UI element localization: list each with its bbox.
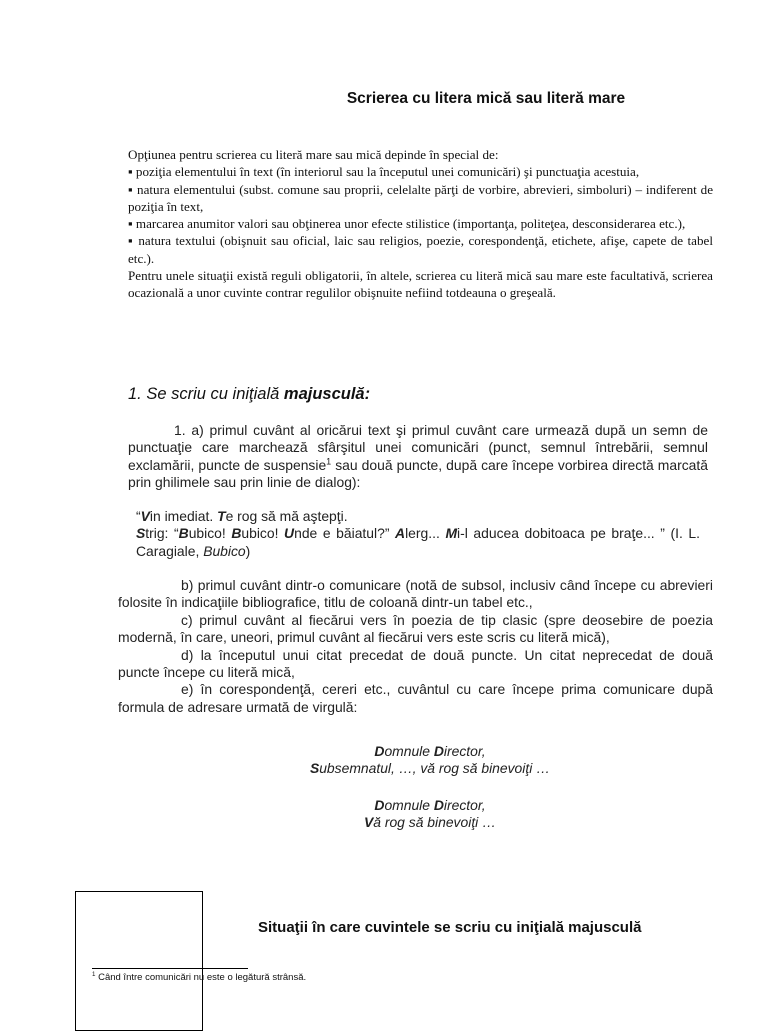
footnote-separator xyxy=(92,968,248,969)
intro-conclusion: Pentru unele situaţii există reguli obligatorii, în altele, scrierea cu literă mică sau mare este facultativă, scrierea ocazională a unor cuvinte contrar regulilor obişnuite nefiind totdeauna o greşeală. xyxy=(128,268,713,301)
letter-example-2 xyxy=(0,797,768,832)
quote-line-1 xyxy=(136,508,700,525)
section-heading-text: 1. Se scriu cu iniţială xyxy=(128,385,284,403)
footnote-text: Când între comunicări nu este o legătură strânsă. xyxy=(95,972,307,983)
rule-item-d: d) la începutul unui citat precedat de două puncte. Un citat neprecedat de două puncte începe cu literă mică, xyxy=(118,646,713,681)
quote-text: ubico! xyxy=(241,525,285,542)
letter-text: ubsemnatul, …, vă rog să binevoiţi … xyxy=(319,760,551,777)
quote-text: i-l aducea dobitoaca pe braţe... ” (I. L. Caragiale, xyxy=(136,525,700,559)
initial-letter: V xyxy=(363,814,374,831)
initial-letter: M xyxy=(445,525,458,542)
section-heading xyxy=(128,385,370,404)
initial-letter: B xyxy=(178,525,189,542)
quote-text: ) xyxy=(245,542,251,559)
subsection-heading: Situaţii în care cuvintele se scriu cu iniţială majusculă xyxy=(258,919,642,936)
rule-item-e: e) în corespondenţă, cereri etc., cuvântul cu care începe prima comunicare după formula de adresare urmată de virgulă: xyxy=(118,681,713,715)
initial-letter: V xyxy=(140,508,150,524)
footnote-reference: 1 xyxy=(326,456,332,467)
letter-text: omnule xyxy=(384,797,434,813)
footnote xyxy=(92,972,306,983)
page-title: Scrierea cu litera mică sau literă mare xyxy=(346,90,626,107)
initial-letter: D xyxy=(374,743,385,759)
initial-letter: D xyxy=(374,797,385,813)
quote-mark: “ xyxy=(136,508,141,524)
quote-text: e rog să mă aştepţi. xyxy=(225,508,348,524)
quote-text: nde e băiatul?” xyxy=(294,525,396,542)
rule-items-list xyxy=(118,577,713,716)
quote-text: in imediat. xyxy=(149,508,218,524)
intro-line: Opţiunea pentru scrierea cu literă mare sau mică depinde în special de: xyxy=(128,147,499,162)
initial-letter: B xyxy=(231,525,242,542)
intro-bullet-text-type: ▪ natura textului (obişnuit sau oficial, laic sau religios, poezie, corespondenţă, etichete, afişe, capete de tabel etc.). xyxy=(128,233,713,266)
initial-letter: S xyxy=(309,760,320,777)
intro-text xyxy=(128,146,713,302)
letter-salutation xyxy=(0,797,768,814)
initial-letter: D xyxy=(433,743,444,759)
footnote-marker: 1 xyxy=(92,970,96,978)
empty-frame-box xyxy=(75,891,203,1031)
intro-bullet-nature: ▪ natura elementului (subst. comune sau proprii, celelalte părţi de vorbire, abrevieri, simboluri) – indiferent de poziţia în text, xyxy=(128,181,713,214)
initial-letter: U xyxy=(284,525,295,542)
intro-bullet-position: ▪ poziţia elementului în text (în interiorul sau la începutul unei comunicări) şi punctuaţia acestuia, xyxy=(128,164,640,180)
quote-text: trig: “ xyxy=(145,525,179,542)
intro-bullet-values: ▪ marcarea anumitor valori sau obţinerea unor efecte stilistice (importanţa, politeţea, desconsiderarea etc.), xyxy=(128,216,686,232)
rule-a-text-end: sau două puncte, după care începe vorbirea directă marcată prin ghilimele sau prin linie de dialog): xyxy=(128,456,708,491)
quote-text: ubico! xyxy=(188,525,232,542)
initial-letter: D xyxy=(433,797,444,813)
section-heading-bold: majusculă: xyxy=(283,385,371,403)
rule-item-c: c) primul cuvânt al fiecărui vers în poezia de tip clasic (spre deosebire de poezia modernă, în care, uneori, primul cuvânt al fiecărui vers este scris cu literă mică), xyxy=(118,611,713,646)
quote-source-title: Bubico xyxy=(203,542,246,559)
rule-a-paragraph xyxy=(128,422,708,492)
caragiale-quote xyxy=(136,508,700,560)
rule-item-b: b) primul cuvânt dintr-o comunicare (notă de subsol, inclusiv când începe cu abrevieri folosite în indicaţiile bibliografice, titlu de coloană dintr-un tabel etc., xyxy=(118,577,713,611)
letter-example-1 xyxy=(0,743,768,778)
letter-text: irector, xyxy=(443,743,486,759)
letter-text: omnule xyxy=(384,743,434,759)
letter-body xyxy=(0,814,768,831)
quote-text: lerg... xyxy=(405,525,446,542)
rule-a-text: 1. a) primul cuvânt al oricărui text şi primul cuvânt care urmează după un semn de punctuaţie care marchează sfârşitul unei comunicări (punct, semnul întrebării, semnul exclamării, puncte de suspensie xyxy=(128,422,708,473)
quote-line-2 xyxy=(136,525,700,560)
letter-salutation xyxy=(0,743,768,760)
letter-text: irector, xyxy=(443,797,486,813)
initial-letter: A xyxy=(395,525,406,542)
letter-body xyxy=(0,760,768,777)
initial-letter: T xyxy=(217,508,226,524)
initial-letter: S xyxy=(136,525,146,542)
letter-text: ă rog să binevoiţi … xyxy=(373,814,497,831)
